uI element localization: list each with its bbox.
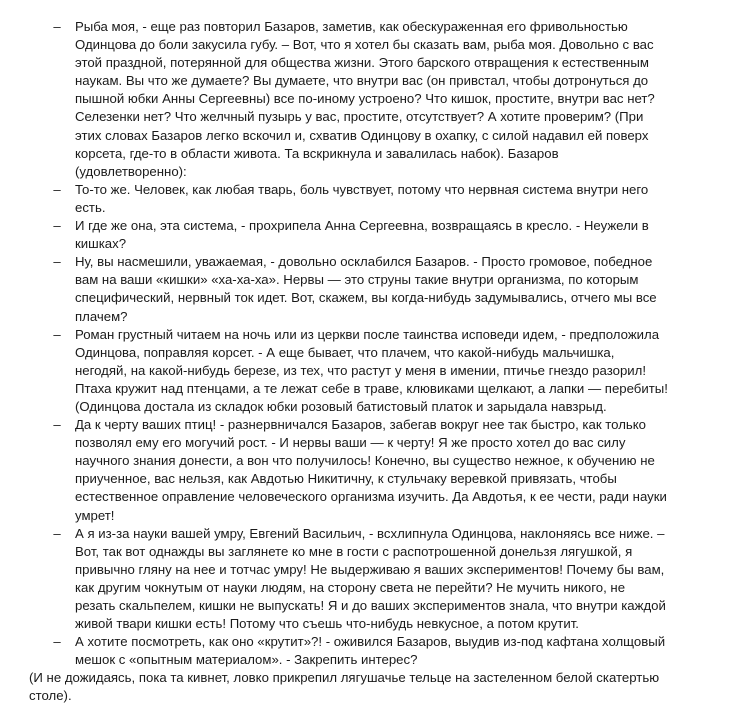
list-item-text: Ну, вы насмешили, уважаемая, - довольно осклабился Базаров. - Просто громовое, победное вам на ваши «кишки» «ха-ха-ха». Нервы — это струны такие внутри организма, по которым специфический, нервный ток идет. Вот, скажем, вы когда-нибудь задумывались, отчего мы все плачем? bbox=[75, 254, 657, 324]
list-item bbox=[0, 633, 731, 669]
list-bullet: – bbox=[53, 19, 61, 34]
list-item bbox=[0, 525, 731, 634]
list-bullet: – bbox=[53, 634, 61, 650]
list-bullet: – bbox=[53, 181, 61, 197]
list-item bbox=[0, 416, 731, 525]
list-item-text: Рыба моя, - еще раз повторил Базаров, заметив, как обескураженная его фривольностью Одинцова до боли закусила губу. – Вот, что я хотел бы сказать вам, рыба моя. Довольно с вас этой праздной, потерянной для общества жизни. Этого барского отвращения к естественным наукам. Вы что же думаете? Вы думаете, что внутри вас (он привстал, чтобы дотронуться до пышной юбки Анны Сергеевны) все по-иному устроено? Что кишок, простите, внутри вас нет? Селезенки нет? Что желчный пузырь у вас, простите, отсутствует? А хотите проверим? (При этих словах Базаров легко вскочил и, схватив Одинцову в охапку, с силой надавил ей поверх корсета, где-то в области живота. Та вскрикнула и завалилась набок). Базаров (удовлетворенно): bbox=[75, 19, 655, 179]
list-bullet: – bbox=[53, 417, 61, 433]
list-item bbox=[0, 181, 731, 217]
list-bullet: – bbox=[53, 525, 61, 541]
list-item-text: А я из-за науки вашей умру, Евгений Васильич, - всхлипнула Одинцова, наклоняясь все ниже. – Вот, так вот однажды вы заглянете ко мне в гости с распотрошенной донельзя лягушкой, я привычно гляну на нее и тотчас умру! Не выдерживаю я ваших экспериментов! Почему бы вам, как другим чокнутым от науки людям, на сторону света не перейти? Не мучить никого, не резать скальпелем, кишки не выпускать! Я и до ваших экспериментов знала, что внутри каждой живой твари кишки есть! Потому что съешь что-нибудь невкусное, а потом крутит. bbox=[75, 525, 666, 632]
list-item-text: То-то же. Человек, как любая тварь, боль чувствует, потому что нервная система внутри него есть. bbox=[75, 181, 649, 215]
list-item bbox=[0, 217, 731, 253]
list-bullet: – bbox=[53, 326, 61, 342]
list-item bbox=[0, 18, 731, 181]
list-item-text: Да к черту ваших птиц! - разнервничался Базаров, забегав вокруг нее так быстро, как только позволял ему его могучий рост. - И нервы ваши — к черту! Я же просто хотел до вас силу научного знания донести, а вон что получилось! Конечно, вы существо нежное, к обучению не приученное, вас нельзя, как Авдотью Никитичну, к стульчаку веревкой привязать, чтобы естественное оправление человеческого организма изучить. Да Авдотья, к ее чести, ради науки умрет! bbox=[75, 417, 667, 523]
list-bullet: – bbox=[53, 254, 61, 270]
list-bullet: – bbox=[53, 218, 61, 234]
closing-paragraph: (И не дожидаясь, пока та кивнет, ловко прикрепил лягушачье тельце на застеленном белой скатертью столе). bbox=[29, 670, 660, 704]
list-item-text: Роман грустный читаем на ночь или из церкви после таинства исповеди идем, - предположила Одинцова, поправляя корсет. - А еще бывает, что плачем, что какой-нибудь мальчишка, негодяй, на какой-нибудь березе, из тех, что растут у меня в имении, птичье гнездо разорил! Птаха кружит над птенцами, а те лежат себе в траве, клювиками щелкают, а лапки — перебиты! (Одинцова достала из складок юбки розовый батистовый платок и зарыдала навзрыд. bbox=[75, 326, 668, 414]
list-item-text: А хотите посмотреть, как оно «крутит»?! - оживился Базаров, выудив из-под кафтана холщовый мешок с «опытным материалом». - Закрепить интерес? bbox=[75, 634, 666, 668]
list-item bbox=[0, 253, 731, 325]
document-body bbox=[0, 18, 731, 706]
list-item bbox=[0, 326, 731, 416]
list-item-text: И где же она, эта система, - прохрипела Анна Сергеевна, возвращаясь в кресло. - Неужели в кишках? bbox=[75, 218, 649, 252]
